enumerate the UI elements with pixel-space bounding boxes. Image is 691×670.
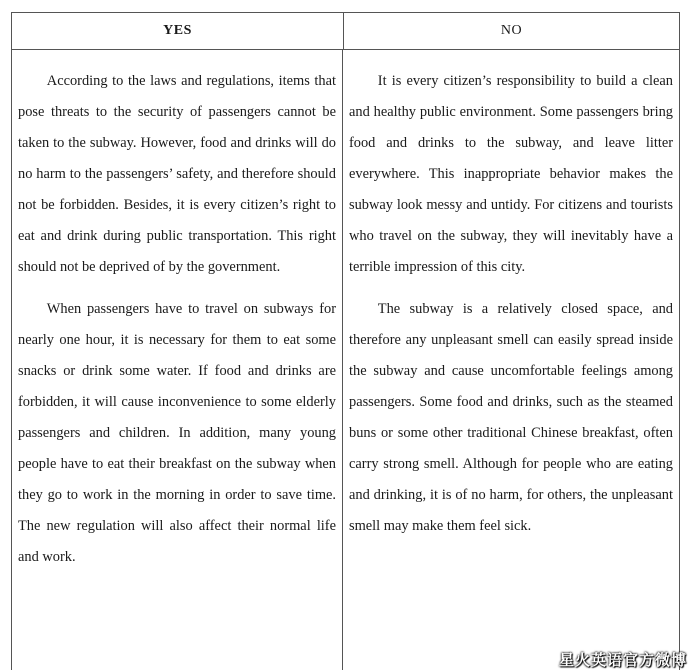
no-paragraph-1: It is every citizen’s responsibility to build a clean and healthy public environment. Some passengers bring food and drinks to the subway, and leave litter everywhere. This inappropriate behavior makes the subway look messy and untidy. For citizens and tourists who travel on the subway, they will inevitably have a terrible impression of this city. <box>349 73 673 275</box>
watermark: 星火英语官方微博 <box>558 651 687 669</box>
yes-column-header: YES <box>12 13 344 49</box>
debate-table <box>11 12 680 670</box>
table-body-row <box>12 50 679 670</box>
yes-paragraph-2: When passengers have to travel on subways for nearly one hour, it is necessary for them to eat some snacks or drink some water. If food and drinks are forbidden, it will cause inconvenience to some elderly passengers and children. In addition, many young people have to eat their breakfast on the subway when they go to work in the morning in order to save time. The new regulation will also affect their normal life and work. <box>18 301 336 565</box>
no-paragraph-2: The subway is a relatively closed space, and therefore any unpleasant smell can easily spread inside the subway and cause uncomfortable feelings among passengers. Some food and drinks, such as the steamed buns or some other traditional Chinese breakfast, often carry strong smell. Although for people who are eating and drinking, it is of no harm, for others, the unpleasant smell may make them feel sick. <box>349 301 673 534</box>
yes-column <box>12 50 343 670</box>
no-column <box>343 50 679 670</box>
no-column-header: NO <box>500 23 523 38</box>
yes-paragraph-1: According to the laws and regulations, items that pose threats to the security of passengers cannot be taken to the subway. However, food and drinks will do no harm to the passengers’ safety, and therefore should not be forbidden. Besides, it is every citizen’s right to eat and drink during public transportation. This right should not be deprived of by the government. <box>18 73 336 275</box>
table-header-row <box>12 13 679 50</box>
